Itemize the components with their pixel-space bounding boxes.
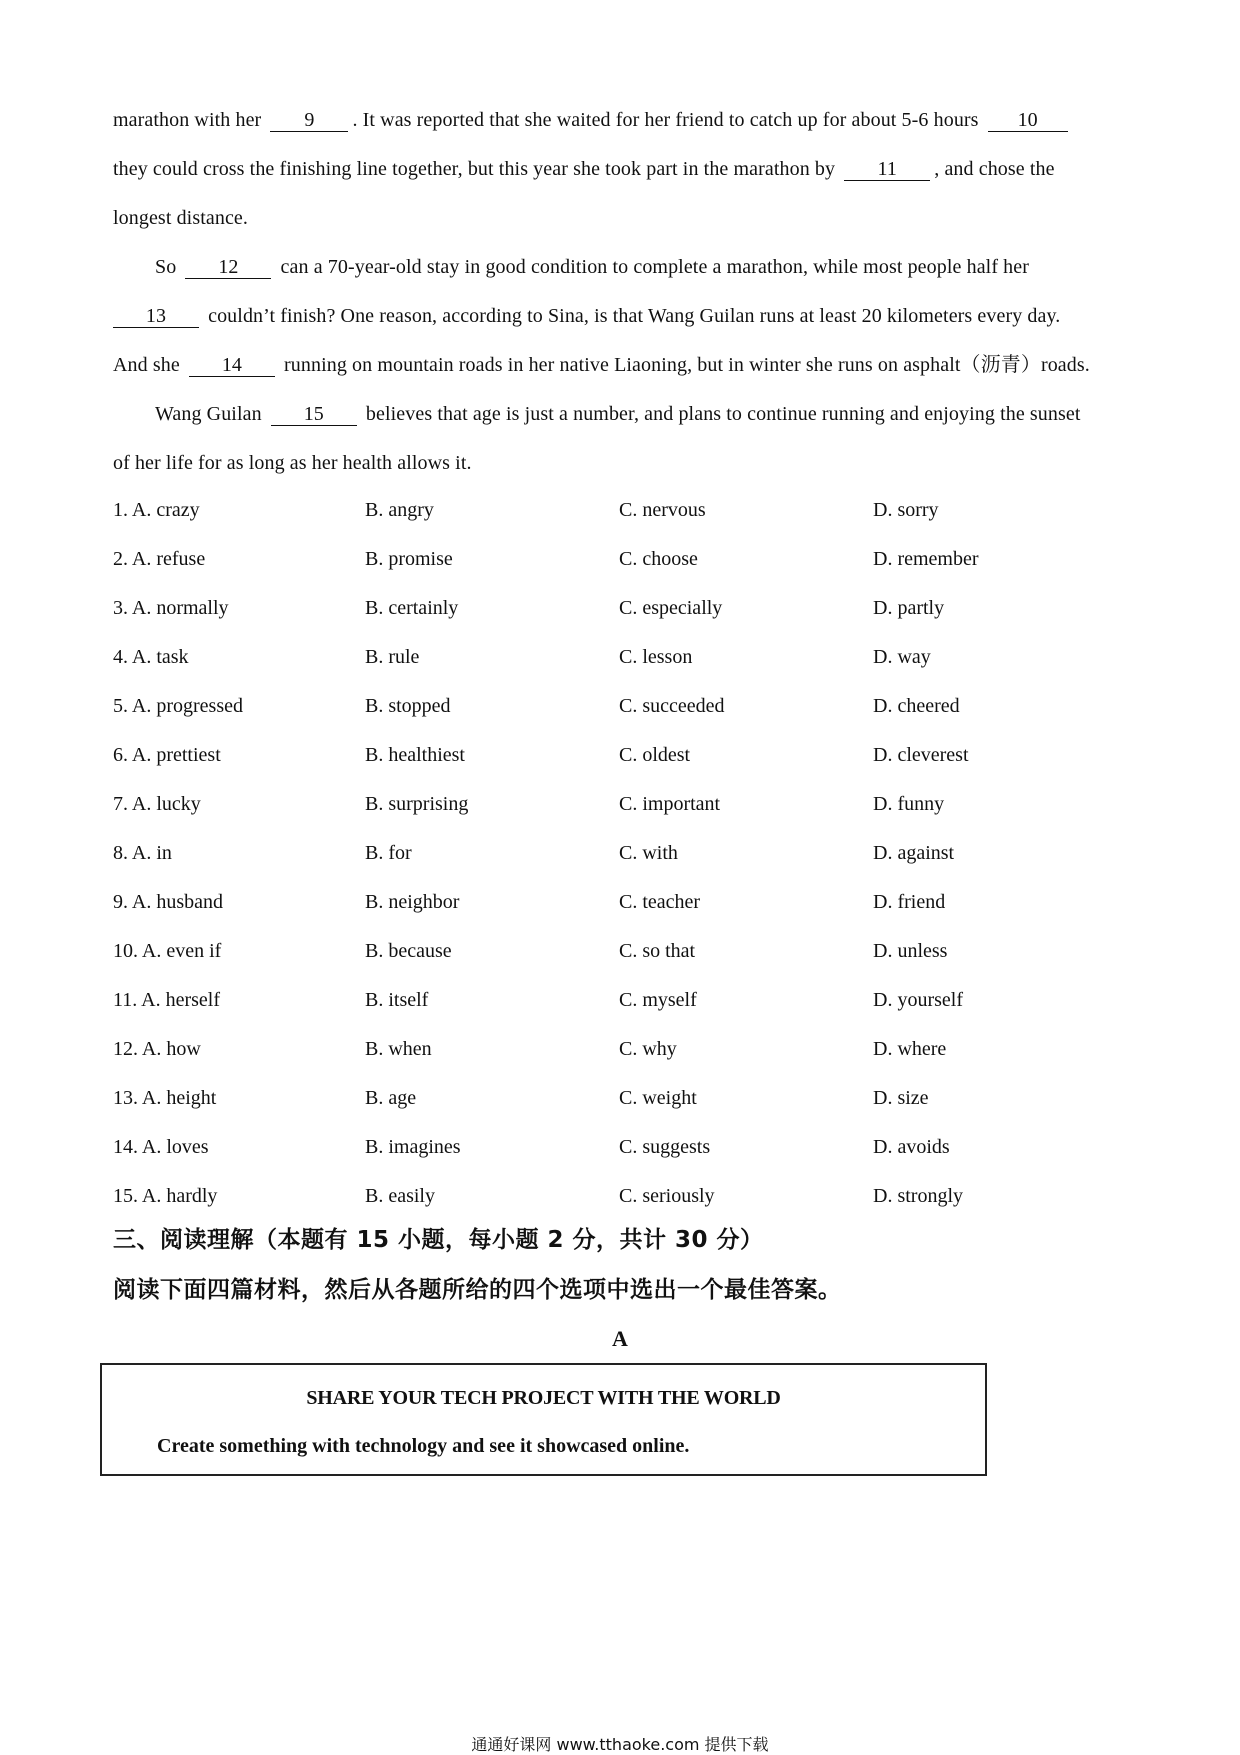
option-c[interactable]: C. with (619, 842, 678, 864)
option-a[interactable]: 10. A. even if (113, 940, 222, 962)
option-b[interactable]: B. neighbor (365, 891, 460, 913)
option-c[interactable]: C. especially (619, 597, 723, 619)
option-a[interactable]: 4. A. task (113, 646, 189, 668)
option-b[interactable]: B. certainly (365, 597, 459, 619)
option-d[interactable]: D. funny (873, 793, 945, 815)
option-a[interactable]: 3. A. normally (113, 597, 229, 619)
question-options-row (113, 1172, 1113, 1221)
option-a[interactable]: 6. A. prettiest (113, 744, 221, 766)
option-b[interactable]: B. healthiest (365, 744, 465, 766)
section-instruction: 阅读下面四篇材料，然后从各题所给的四个选项中选出一个最佳答案。 (113, 1277, 842, 1303)
option-d[interactable]: D. strongly (873, 1185, 963, 1207)
option-b[interactable]: B. angry (365, 499, 434, 521)
blank-15[interactable]: 15 (271, 403, 357, 426)
option-a[interactable]: 8. A. in (113, 842, 172, 864)
passage-line: And she 14 running on mountain roads in her native Liaoning, but in winter she runs on asphalt（沥青）roads. (113, 354, 1090, 376)
option-c[interactable]: C. teacher (619, 891, 701, 913)
option-c[interactable]: C. choose (619, 548, 698, 570)
option-a[interactable]: 15. A. hardly (113, 1185, 218, 1207)
passage-label: A (612, 1326, 628, 1351)
option-b[interactable]: B. surprising (365, 793, 469, 815)
question-options-row (113, 682, 1113, 731)
blank-11[interactable]: 11 (844, 158, 930, 181)
option-a[interactable]: 12. A. how (113, 1038, 201, 1060)
option-a[interactable]: 11. A. herself (113, 989, 221, 1011)
question-options-row (113, 878, 1113, 927)
option-b[interactable]: B. easily (365, 1185, 435, 1207)
question-options-row (113, 584, 1113, 633)
option-d[interactable]: D. size (873, 1087, 929, 1109)
option-b[interactable]: B. age (365, 1087, 417, 1109)
section-title: 三、阅读理解（本题有 15 小题，每小题 2 分，共计 30 分） (113, 1227, 764, 1253)
blank-12[interactable]: 12 (185, 256, 271, 279)
option-d[interactable]: D. way (873, 646, 931, 668)
notice-subtitle: Create something with technology and see it showcased online. (157, 1435, 690, 1457)
question-options-row (113, 927, 1113, 976)
question-options-row (113, 780, 1113, 829)
blank-9[interactable]: 9 (270, 109, 348, 132)
option-c[interactable]: C. weight (619, 1087, 697, 1109)
option-d[interactable]: D. friend (873, 891, 946, 913)
passage-line: they could cross the finishing line together, but this year she took part in the marathon by 11 , and chose the (113, 158, 1055, 180)
option-c[interactable]: C. seriously (619, 1185, 715, 1207)
question-options-row (113, 731, 1113, 780)
option-c[interactable]: C. suggests (619, 1136, 711, 1158)
option-b[interactable]: B. imagines (365, 1136, 461, 1158)
question-options-row (113, 486, 1113, 535)
passage-line: marathon with her 9 . It was reported that she waited for her friend to catch up for about 5-6 hours 10 (113, 96, 1133, 145)
option-c[interactable]: C. so that (619, 940, 696, 962)
option-a[interactable]: 13. A. height (113, 1087, 217, 1109)
passage-line: longest distance. (113, 207, 249, 229)
passage-paragraph-2 (113, 243, 1133, 390)
blank-13[interactable]: 13 (113, 305, 199, 328)
option-b[interactable]: B. rule (365, 646, 420, 668)
option-a[interactable]: 2. A. refuse (113, 548, 206, 570)
page-footer: 通通好课网 www.tthaoke.com 提供下载 (471, 1735, 769, 1754)
option-d[interactable]: D. avoids (873, 1136, 950, 1158)
option-b[interactable]: B. when (365, 1038, 432, 1060)
passage-line: of her life for as long as her health allows it. (113, 452, 472, 474)
option-a[interactable]: 1. A. crazy (113, 499, 200, 521)
question-options-row (113, 1025, 1113, 1074)
option-b[interactable]: B. because (365, 940, 452, 962)
blank-10[interactable]: 10 (988, 109, 1068, 132)
option-d[interactable]: D. cheered (873, 695, 960, 717)
notice-box (100, 1363, 987, 1476)
option-d[interactable]: D. partly (873, 597, 945, 619)
question-options-row (113, 633, 1113, 682)
question-options-row (113, 976, 1113, 1025)
passage-line: Wang Guilan 15 believes that age is just a number, and plans to continue running and enjoying the sunset (155, 403, 1081, 425)
option-a[interactable]: 14. A. loves (113, 1136, 209, 1158)
question-options-row (113, 1074, 1113, 1123)
passage-paragraph-1 (113, 96, 1133, 243)
option-c[interactable]: C. myself (619, 989, 697, 1011)
notice-title: SHARE YOUR TECH PROJECT WITH THE WORLD (306, 1387, 781, 1409)
option-c[interactable]: C. important (619, 793, 721, 815)
option-d[interactable]: D. remember (873, 548, 979, 570)
option-d[interactable]: D. against (873, 842, 955, 864)
option-a[interactable]: 9. A. husband (113, 891, 223, 913)
question-options-row (113, 535, 1113, 584)
option-d[interactable]: D. sorry (873, 499, 939, 521)
option-d[interactable]: D. unless (873, 940, 948, 962)
question-options-row (113, 1123, 1113, 1172)
option-d[interactable]: D. where (873, 1038, 947, 1060)
option-a[interactable]: 7. A. lucky (113, 793, 201, 815)
options-list (113, 486, 1113, 1221)
option-d[interactable]: D. cleverest (873, 744, 969, 766)
option-c[interactable]: C. oldest (619, 744, 691, 766)
option-c[interactable]: C. lesson (619, 646, 693, 668)
option-a[interactable]: 5. A. progressed (113, 695, 243, 717)
option-b[interactable]: B. itself (365, 989, 429, 1011)
option-c[interactable]: C. succeeded (619, 695, 725, 717)
option-b[interactable]: B. for (365, 842, 412, 864)
passage-paragraph-3 (113, 390, 1133, 488)
option-b[interactable]: B. promise (365, 548, 453, 570)
option-b[interactable]: B. stopped (365, 695, 451, 717)
option-c[interactable]: C. nervous (619, 499, 706, 521)
question-options-row (113, 829, 1113, 878)
passage-line: So 12 can a 70-year-old stay in good condition to complete a marathon, while most people half her (155, 256, 1030, 278)
passage-line: 13 couldn’t finish? One reason, according to Sina, is that Wang Guilan runs at least 20 kilometers every day. (113, 292, 1133, 341)
option-c[interactable]: C. why (619, 1038, 677, 1060)
option-d[interactable]: D. yourself (873, 989, 963, 1011)
blank-14[interactable]: 14 (189, 354, 275, 377)
